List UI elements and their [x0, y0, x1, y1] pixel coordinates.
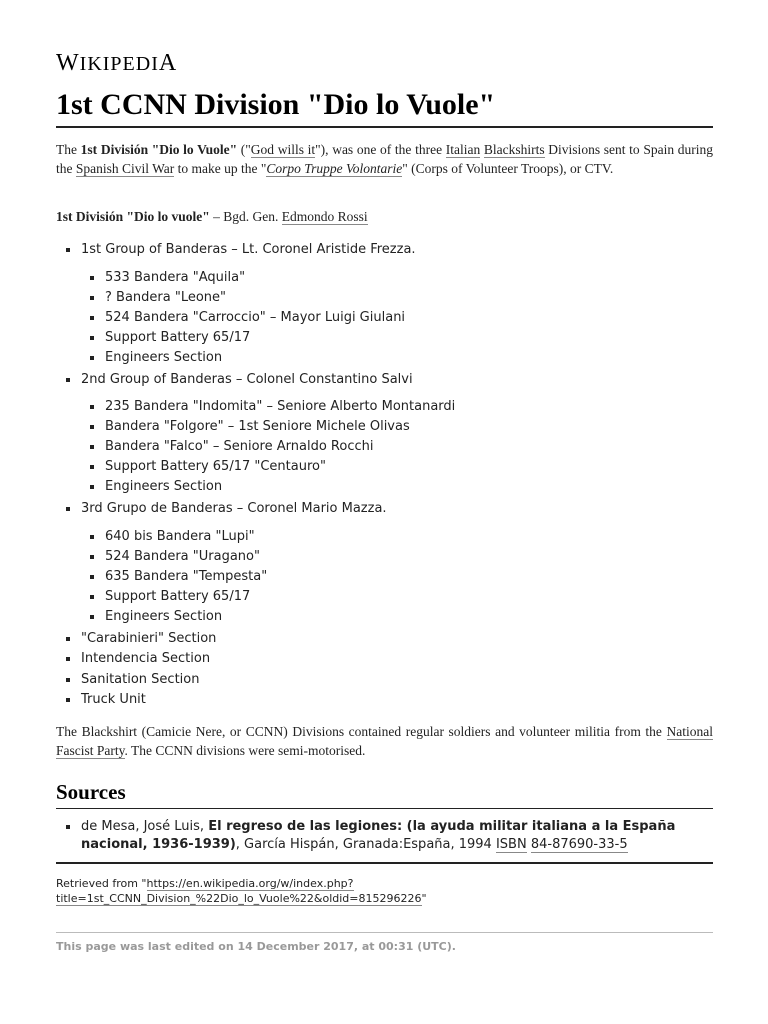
last-edited-notice: This page was last edited on 14 December 2017, at 00:31 (UTC).	[56, 940, 456, 953]
list-item: Bandera "Folgore" – 1st Seniore Michele Olivas	[105, 419, 410, 434]
list-item: Support Battery 65/17	[105, 330, 251, 345]
source-citation: de Mesa, José Luis, El regreso de las legiones: (la ayuda militar italiana a la España nacional, 1936-1939), García Hispán, Granada:España, 1994 ISBN 84-87690-33-5	[81, 818, 701, 853]
list-item: Engineers Section	[105, 479, 223, 494]
list-item: 533 Bandera "Aquila"	[105, 270, 246, 285]
article-subject: 1st División "Dio lo Vuole"	[80, 142, 238, 157]
list-item: Sanitation Section	[81, 672, 200, 687]
list-item: Bandera "Falco" – Seniore Arnaldo Rocchi	[105, 439, 374, 454]
retrieved-url-line-2[interactable]: title=1st_CCNN_Division_%22Dio_lo_Vuole%22&oldid=815296226	[56, 892, 422, 905]
list-item: Support Battery 65/17	[105, 589, 251, 604]
link-italian[interactable]: Italian	[445, 142, 481, 157]
divider	[56, 862, 713, 864]
link-edmondo-rossi[interactable]: Edmondo Rossi	[281, 209, 368, 224]
sources-heading: Sources	[56, 778, 713, 809]
footer-divider	[56, 932, 713, 933]
list-item: Engineers Section	[105, 350, 223, 365]
list-item: 524 Bandera "Uragano"	[105, 549, 260, 564]
link-isbn[interactable]: ISBN	[495, 836, 527, 852]
list-item: Engineers Section	[105, 609, 223, 624]
link-ctv[interactable]: Corpo Truppe Volontarie	[266, 160, 403, 176]
link-national-fascist-party[interactable]: National Fascist Party	[56, 724, 713, 758]
page-title: 1st CCNN Division "Dio lo Vuole"	[56, 86, 713, 128]
list-item: Intendencia Section	[81, 651, 211, 666]
link-spanish-civil-war[interactable]: Spanish Civil War	[75, 160, 175, 176]
division-lead: 1st División "Dio lo vuole" – Bgd. Gen. Edmondo Rossi	[56, 209, 368, 224]
wikipedia-logo[interactable]: WIKIPEDIA	[56, 50, 178, 76]
source-title: El regreso de las legiones: (la ayuda militar italiana a la España nacional, 1936-1939)	[81, 819, 676, 852]
list-item: Truck Unit	[81, 692, 146, 707]
link-blackshirts[interactable]: Blackshirts	[483, 142, 545, 157]
list-item: 635 Bandera "Tempesta"	[105, 569, 268, 584]
retrieved-url-line-1[interactable]: https://en.wikipedia.org/w/index.php?	[146, 877, 354, 890]
list-item-group-3: 3rd Grupo de Banderas – Coronel Mario Mazza.	[81, 501, 387, 516]
list-item: "Carabinieri" Section	[81, 631, 217, 646]
list-item: ? Bandera "Leone"	[105, 290, 227, 305]
intro-paragraph: The 1st División "Dio lo Vuole" ("God wills it"), was one of the three Italian Blackshirts Divisions sent to Spain during the Spanish Civil War to make up the "Corpo Truppe Volontarie" (Corps of Volunteer Troops), or CTV.	[56, 142, 713, 176]
list-item: 235 Bandera "Indomita" – Seniore Alberto Montanardi	[105, 399, 456, 414]
link-isbn-number[interactable]: 84-87690-33-5	[530, 836, 628, 852]
list-item: Support Battery 65/17 "Centauro"	[105, 459, 326, 474]
closing-paragraph: The Blackshirt (Camicie Nere, or CCNN) Divisions contained regular soldiers and volunteer militia from the National Fascist Party. The CCNN divisions were semi-motorised.	[56, 724, 713, 758]
list-item: 524 Bandera "Carroccio" – Mayor Luigi Giulani	[105, 310, 406, 325]
retrieved-from: Retrieved from "https://en.wikipedia.org/w/index.php? title=1st_CCNN_Division_%22Dio_lo_Vuole%22&oldid=815296226"	[56, 877, 427, 905]
list-item: 640 bis Bandera "Lupi"	[105, 529, 255, 544]
list-item-group-2: 2nd Group of Banderas – Colonel Constantino Salvi	[81, 372, 413, 387]
list-item-group-1: 1st Group of Banderas – Lt. Coronel Aristide Frezza.	[81, 242, 416, 257]
link-god-wills-it[interactable]: God wills it	[250, 142, 316, 157]
